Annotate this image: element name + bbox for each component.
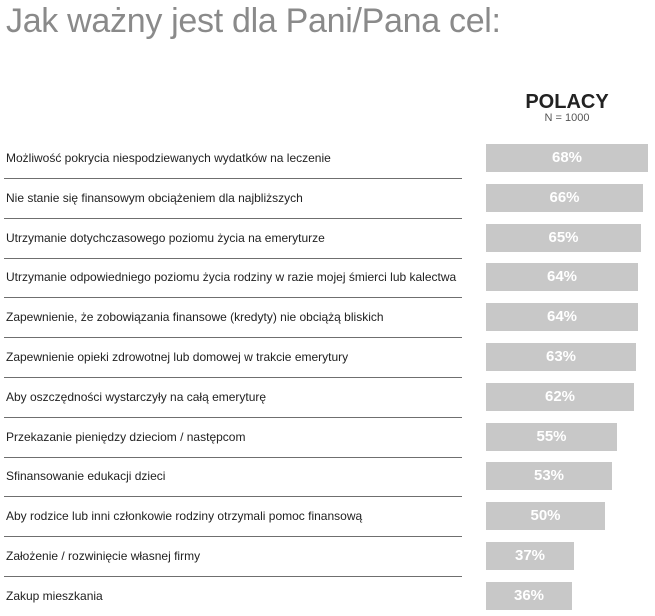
row-divider bbox=[4, 337, 462, 338]
row-divider bbox=[4, 297, 462, 298]
bar-value-label: 50% bbox=[530, 507, 561, 524]
bar-value-label: 55% bbox=[536, 428, 567, 445]
category-label: Utrzymanie dotychczasowego poziomu życia na emeryturze bbox=[6, 231, 325, 245]
row-divider bbox=[4, 258, 462, 259]
bar-value-label: 53% bbox=[533, 467, 565, 484]
row-divider bbox=[4, 178, 462, 179]
category-label: Przekazanie pieniędzy dzieciom / następcom bbox=[6, 430, 246, 444]
bar-value-label: 66% bbox=[549, 189, 580, 206]
bar-value-label: 68% bbox=[551, 149, 583, 166]
category-label: Utrzymanie odpowiedniego poziomu życia rodziny w razie mojej śmierci lub kalectwa bbox=[6, 270, 457, 284]
row-divider bbox=[4, 218, 462, 219]
category-label: Zakup mieszkania bbox=[6, 589, 103, 603]
row-divider bbox=[4, 377, 462, 378]
category-label: Aby oszczędności wystarczyły na całą emeryturę bbox=[6, 390, 267, 404]
bar-value-label: 64% bbox=[546, 268, 578, 285]
chart-title: Jak ważny jest dla Pani/Pana cel: bbox=[6, 2, 501, 40]
bar-value-label: 65% bbox=[548, 229, 579, 246]
bar-value-label: 63% bbox=[545, 348, 577, 365]
row-divider bbox=[4, 496, 462, 497]
bar-value-label: 64% bbox=[546, 308, 578, 325]
category-label: Sfinansowanie edukacji dzieci bbox=[6, 469, 166, 483]
category-label: Założenie / rozwinięcie własnej firmy bbox=[6, 549, 201, 563]
bar-value-label: 37% bbox=[514, 547, 546, 564]
bar-value-label: 36% bbox=[513, 587, 545, 604]
row-divider bbox=[4, 417, 462, 418]
category-label: Zapewnienie opieki zdrowotnej lub domowej w trakcie emerytury bbox=[6, 350, 349, 364]
series-name: POLACY bbox=[525, 91, 609, 113]
category-label: Nie stanie się finansowym obciążeniem dla najbliższych bbox=[6, 191, 303, 205]
sample-size: N = 1000 bbox=[544, 112, 590, 124]
category-label: Zapewnienie, że zobowiązania finansowe (kredyty) nie obciążą bliskich bbox=[6, 310, 384, 324]
category-label: Aby rodzice lub inni członkowie rodziny otrzymali pomoc finansową bbox=[6, 509, 363, 523]
row-divider bbox=[4, 536, 462, 537]
category-label: Możliwość pokrycia niespodziewanych wydatków na leczenie bbox=[6, 151, 331, 165]
bar-value-label: 62% bbox=[544, 388, 576, 405]
row-divider bbox=[4, 576, 462, 577]
row-divider bbox=[4, 457, 462, 458]
